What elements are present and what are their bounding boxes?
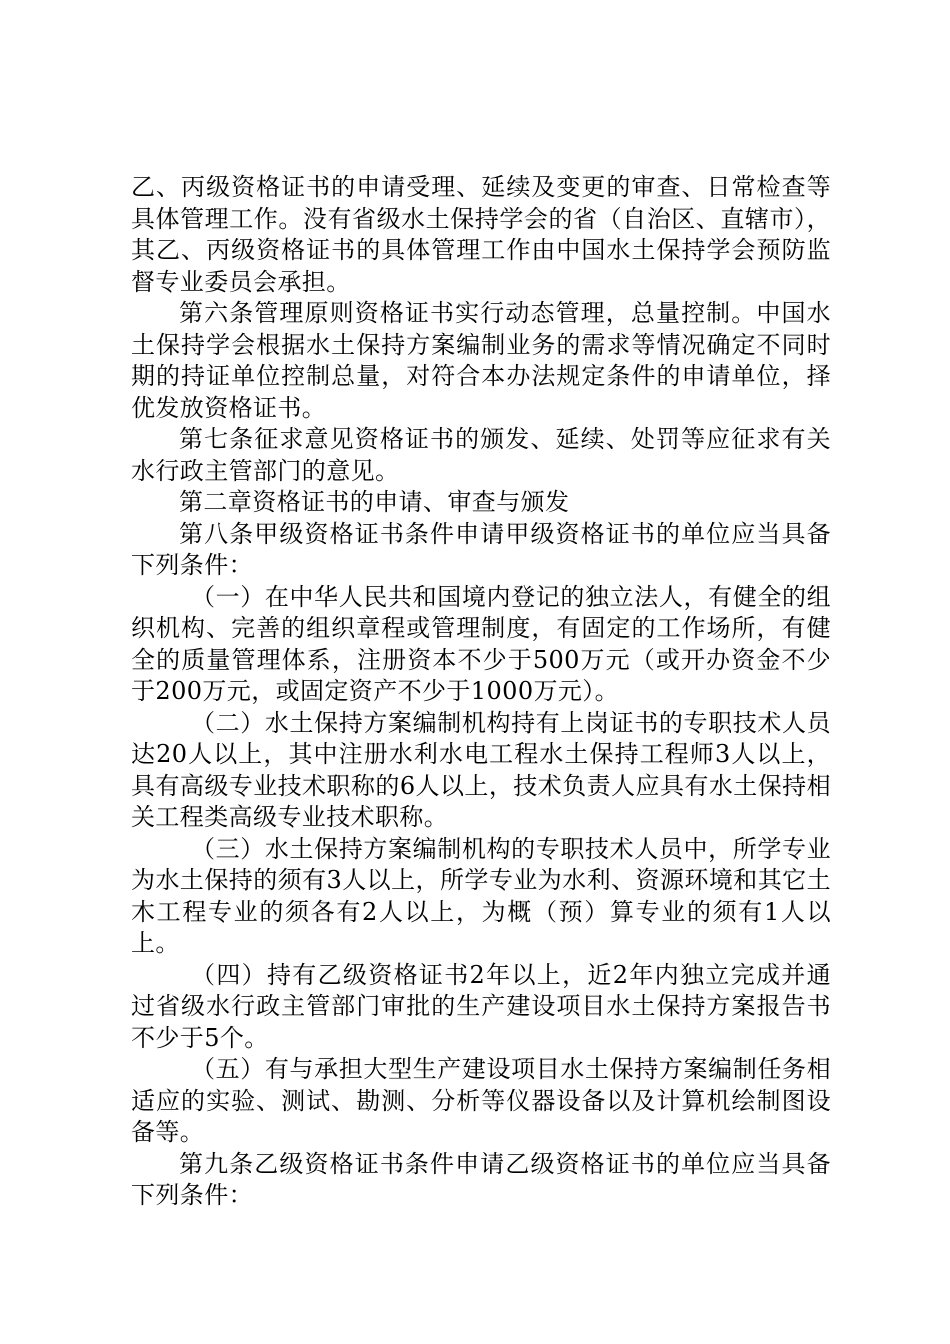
document-body [131,172,831,1212]
paragraph-management-work: 乙、丙级资格证书的申请受理、延续及变更的审查、日常检查等具体管理工作。没有省级水土保持学会的省（自治区、直辖市），其乙、丙级资格证书的具体管理工作由中国水土保持学会预防监督专业委员会承担。 [131,173,831,296]
paragraph-condition-2: （二）水土保持方案编制机构持有上岗证书的专职技术人员达20人以上，其中注册水利水电工程水土保持工程师3人以上，具有高级专业技术职称的6人以上，技术负责人应具有水土保持相关工程类高级专业技术职称。 [131,708,831,831]
paragraph-article-8: 第八条甲级资格证书条件申请甲级资格证书的单位应当具备下列条件： [131,519,831,579]
paragraph-condition-1: （一）在中华人民共和国境内登记的独立法人，有健全的组织机构、完善的组织章程或管理制度，有固定的工作场所，有健全的质量管理体系，注册资本不少于500万元（或开办资金不少于200万元，或固定资产不少于1000万元）。 [131,582,831,705]
paragraph-condition-5: （五）有与承担大型生产建设项目水土保持方案编制任务相适应的实验、测试、勘测、分析等仪器设备以及计算机绘制图设备等。 [131,1055,831,1146]
paragraph-condition-3: （三）水土保持方案编制机构的专职技术人员中，所学专业为水土保持的须有3人以上，所学专业为水利、资源环境和其它土木工程专业的须各有2人以上，为概（预）算专业的须有1人以上。 [131,834,831,957]
paragraph-article-7: 第七条征求意见资格证书的颁发、延续、处罚等应征求有关水行政主管部门的意见。 [131,425,831,485]
chapter-2-heading: 第二章资格证书的申请、审查与颁发 [179,488,570,516]
paragraph-article-9: 第九条乙级资格证书条件申请乙级资格证书的单位应当具备下列条件： [131,1149,831,1209]
paragraph-condition-4: （四）持有乙级资格证书2年以上，近2年内独立完成并通过省级水行政主管部门审批的生产建设项目水土保持方案报告书不少于5个。 [131,960,831,1052]
paragraph-article-6: 第六条管理原则资格证书实行动态管理，总量控制。中国水土保持学会根据水土保持方案编制业务的需求等情况确定不同时期的持证单位控制总量，对符合本办法规定条件的申请单位，择优发放资格证书。 [131,299,831,422]
